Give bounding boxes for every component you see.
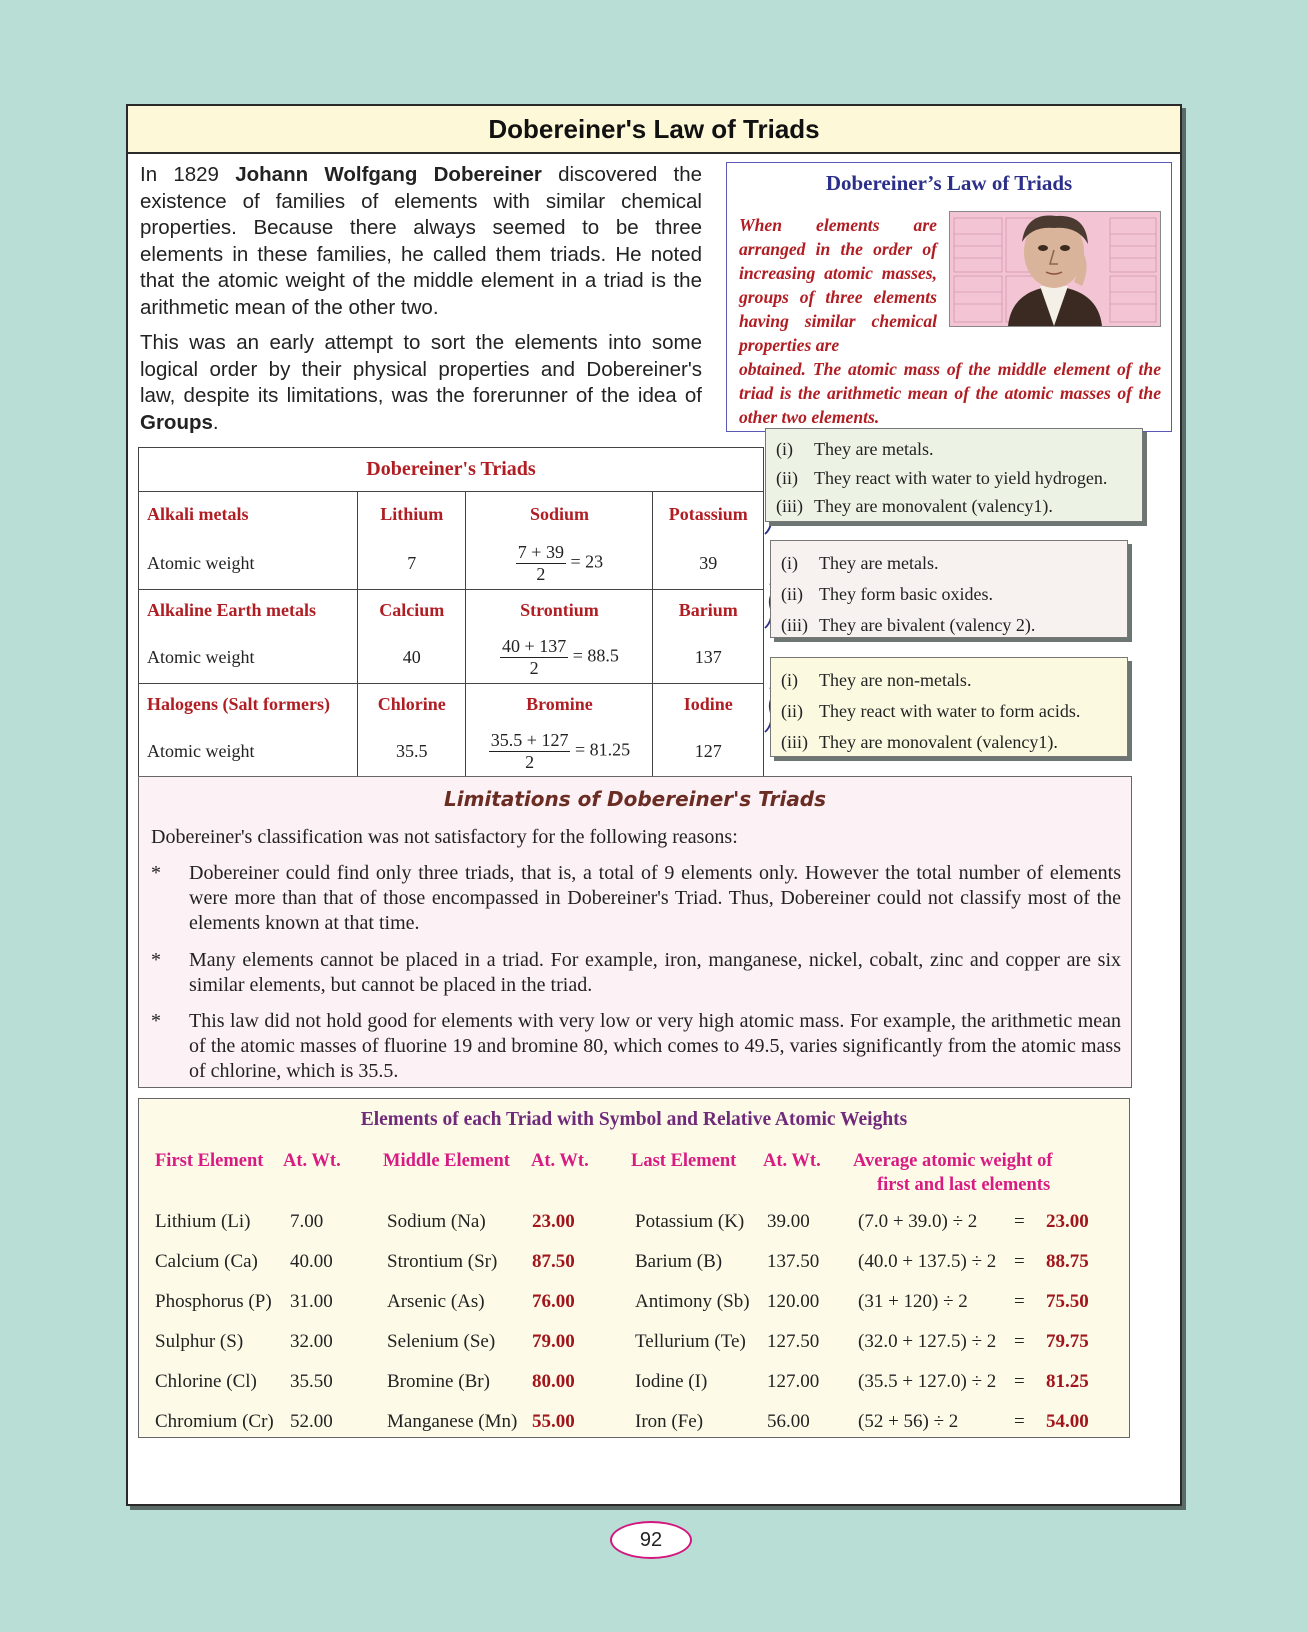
intro-text-span: In 1829 [140,163,236,186]
bullet-asterisk: * [151,862,161,884]
note-item [776,496,1053,517]
middle-element-cell: Strontium (Sr) [387,1251,498,1272]
first-weight-cell: 35.50 [290,1371,333,1392]
header-average-line-2: first and last elements [877,1175,1051,1195]
intro-text-span: . [212,410,219,434]
page-number: 92 [610,1521,692,1559]
first-element-cell: Chromium (Cr) [155,1411,274,1432]
law-text-part-1: When elements are arranged in the order of increasing atomic masses, groups of three elements having similar chemical properties are [739,215,937,355]
middle-element-cell: Selenium (Se) [387,1331,496,1352]
limitations-box [138,776,1132,1088]
weights-table-title: Elements of each Triad with Symbol and Relative Atomic Weights [360,1109,908,1130]
first-element-cell: Calcium (Ca) [155,1251,258,1272]
average-result-cell: 88.75 [1046,1251,1089,1272]
halogen-properties-note [770,657,1128,757]
middle-element: Strontium [466,590,653,632]
mean-result: = 88.5 [572,645,619,666]
last-weight-cell: 127.50 [767,1331,820,1352]
triads-title-text: Dobereiner's Triads [366,458,536,480]
item-text: They are bivalent (valency 2). [819,615,1036,635]
header-last-element: Last Element [631,1151,737,1171]
note-item [781,732,1058,753]
last-element: Barium [653,590,764,632]
dobereiner-name: Johann Wolfgang Dobereiner [235,163,542,186]
equals-sign: = [1014,1331,1025,1352]
last-element-cell: Tellurium (Te) [635,1331,746,1352]
group-name: Alkaline Earth metals [139,590,358,632]
first-weight: 35.5 [358,726,466,778]
alkaline-earth-properties-note [770,540,1128,638]
limitations-title: Limitations of Dobereiner's Triads [443,787,827,811]
point-text: Dobereiner could find only three triads, that is, a total of 9 elements only. However the total number of elements were more than that of those encompassed in Dobereiner's Triad. Thus, Dobereiner could not classify most of the elements known at that time. [189,862,1121,934]
last-weight-cell: 137.50 [767,1251,820,1272]
limitation-point [151,1009,1121,1084]
limitation-point [151,948,1121,998]
item-text: They are metals. [819,553,939,573]
first-weight: 40 [358,632,466,684]
middle-element-cell: Bromine (Br) [387,1371,490,1392]
last-element: Iodine [653,684,764,726]
intro-text-span: discovered the existence of families of elements with similar chemical properties. Because there always seemed to be three elements in these families, he called them triads. He noted that the atomic weight of the middle element in a triad is the arithmetic mean of the other two. [140,163,702,319]
item-text: They are non-metals. [819,670,972,690]
first-element-cell: Lithium (Li) [155,1211,251,1232]
atomic-weight-label: Atomic weight [139,632,358,684]
note-item [781,670,971,691]
middle-weight-cell: 80.00 [532,1371,575,1392]
average-expression-cell: (40.0 + 137.5) ÷ 2 [858,1251,997,1272]
header-at-wt: At. Wt. [283,1151,341,1171]
first-weight-cell: 7.00 [290,1211,324,1232]
middle-element: Bromine [466,684,653,726]
content-frame [126,104,1182,1506]
group-name: Halogens (Salt formers) [139,684,358,726]
middle-weight-cell: 79.00 [532,1331,575,1352]
item-number: (ii) [781,584,803,604]
point-text: Many elements cannot be placed in a triad. For example, iron, manganese, nickel, cobalt, zinc and copper are six similar elements, but cannot be placed in the triad. [189,949,1121,996]
intro-text-span: This was an early attempt to sort the elements into some logical order by their physical properties and Dobereiner's law, despite its limitations, was the forerunner of the idea of [140,331,702,407]
item-number: (i) [781,553,798,573]
page-title: Dobereiner's Law of Triads [128,106,1180,154]
item-text: They are metals. [814,439,934,459]
law-text-part-2: obtained. The atomic mass of the middle element of the triad is the arithmetic mean of the atomic masses of the other two elements. [739,359,1161,427]
denominator: 2 [529,657,539,678]
middle-element-cell: Arsenic (As) [387,1291,485,1312]
first-weight-cell: 32.00 [290,1331,333,1352]
last-element-cell: Barium (B) [635,1251,723,1272]
item-number: (iii) [781,615,808,635]
middle-weight-cell: 76.00 [532,1291,575,1312]
item-text: They are monovalent (valency1). [814,496,1053,516]
atomic-weight-label: Atomic weight [139,538,358,590]
first-element-cell: Sulphur (S) [155,1331,244,1352]
last-weight: 137 [653,632,764,684]
first-element: Chlorine [358,684,466,726]
item-number: (ii) [776,468,798,488]
header-first-element: First Element [155,1151,264,1171]
last-weight-cell: 127.00 [767,1371,820,1392]
middle-element-cell: Sodium (Na) [387,1211,486,1232]
middle-element: Sodium [466,492,653,538]
mean-result: = 23 [570,551,604,572]
average-result-cell: 79.75 [1046,1331,1089,1352]
last-element-cell: Iron (Fe) [635,1411,704,1432]
average-result-cell: 75.50 [1046,1291,1089,1312]
note-item [781,701,1080,722]
limitations-intro: Dobereiner's classification was not satisfactory for the following reasons: [151,826,738,848]
average-expression-cell: (31 + 120) ÷ 2 [858,1291,968,1312]
note-item [776,439,933,460]
equals-sign: = [1014,1371,1025,1392]
atomic-weights-table [138,1098,1130,1438]
numerator: 7 + 39 [517,541,564,562]
middle-weight-cell: 55.00 [532,1411,575,1432]
header-middle-element: Middle Element [383,1151,510,1171]
last-weight-cell: 39.00 [767,1211,810,1232]
item-number: (ii) [781,701,803,721]
item-text: They react with water to form acids. [819,701,1081,721]
item-text: They form basic oxides. [819,584,993,604]
last-weight-cell: 120.00 [767,1291,820,1312]
header-at-wt: At. Wt. [531,1151,589,1171]
mean-result: = 81.25 [574,739,631,760]
equals-sign: = [1014,1291,1025,1312]
numerator: 35.5 + 127 [490,729,569,750]
average-expression-cell: (7.0 + 39.0) ÷ 2 [858,1211,978,1232]
last-weight: 127 [653,726,764,778]
first-weight-cell: 31.00 [290,1291,333,1312]
middle-element-cell: Manganese (Mn) [387,1411,518,1432]
limitation-point [151,861,1121,936]
denominator: 2 [525,751,535,772]
item-number: (i) [781,670,798,690]
middle-weight-cell: 87.50 [532,1251,575,1272]
average-result-cell: 81.25 [1046,1371,1089,1392]
bullet-asterisk: * [151,1010,161,1032]
equals-sign: = [1014,1251,1025,1272]
bullet-asterisk: * [151,949,161,971]
header-average: Average atomic weight of [853,1151,1053,1171]
average-expression-cell: (32.0 + 127.5) ÷ 2 [858,1331,997,1352]
item-text: They are monovalent (valency1). [819,732,1058,752]
last-element-cell: Potassium (K) [635,1211,745,1232]
header-at-wt: At. Wt. [763,1151,821,1171]
last-weight-cell: 56.00 [767,1411,810,1432]
equals-sign: = [1014,1211,1025,1232]
item-number: (i) [776,439,793,459]
point-text: This law did not hold good for elements with very low or very high atomic mass. For example, the arithmetic mean of the atomic masses of fluorine 19 and bromine 80, which comes to 49.5, varies significantly from the atomic mass of chlorine, which is 35.5. [189,1010,1121,1082]
first-element: Lithium [358,492,466,538]
note-item [781,553,938,574]
numerator: 40 + 137 [502,635,567,656]
alkali-properties-note [765,428,1143,522]
average-result-cell: 23.00 [1046,1211,1089,1232]
note-item [781,584,993,605]
note-item [781,615,1035,636]
last-weight: 39 [653,538,764,590]
last-element-cell: Iodine (I) [635,1371,708,1392]
average-expression-cell: (35.5 + 127.0) ÷ 2 [858,1371,997,1392]
first-weight: 7 [358,538,466,590]
group-name: Alkali metals [139,492,358,538]
first-element: Calcium [358,590,466,632]
last-element-cell: Antimony (Sb) [635,1291,750,1312]
first-element-cell: Chlorine (Cl) [155,1371,257,1392]
first-weight-cell: 40.00 [290,1251,333,1272]
item-number: (iii) [776,496,803,516]
equals-sign: = [1014,1411,1025,1432]
note-item [776,468,1107,489]
average-expression-cell: (52 + 56) ÷ 2 [858,1411,959,1432]
first-element-cell: Phosphorus (P) [155,1291,272,1312]
middle-weight-cell: 23.00 [532,1211,575,1232]
item-text: They react with water to yield hydrogen. [814,468,1108,488]
average-result-cell: 54.00 [1046,1411,1089,1432]
last-element: Potassium [653,492,764,538]
atomic-weight-label: Atomic weight [139,726,358,778]
law-box-title: Dobereiner’s Law of Triads [825,171,1073,195]
groups-term: Groups [140,410,213,434]
first-weight-cell: 52.00 [290,1411,333,1432]
item-number: (iii) [781,732,808,752]
denominator: 2 [536,563,546,584]
